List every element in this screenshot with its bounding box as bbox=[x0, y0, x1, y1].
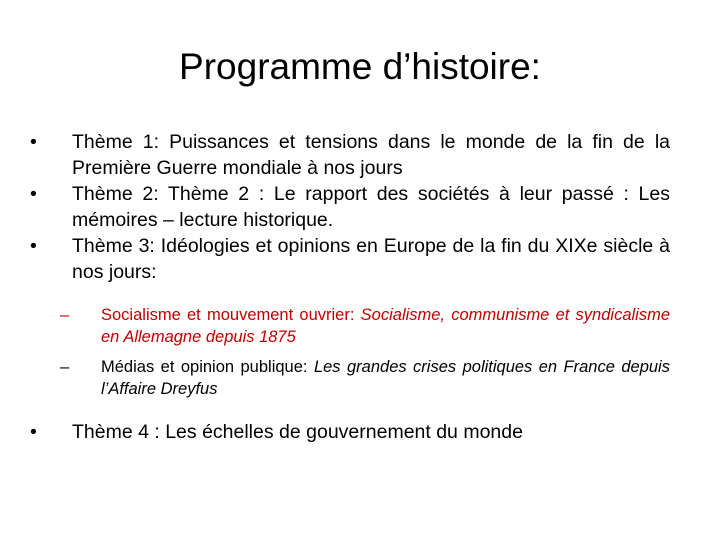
bullet-icon: • bbox=[30, 183, 37, 205]
dash-icon: – bbox=[60, 306, 70, 324]
subitem-lead: Socialisme et mouvement ouvrier: bbox=[101, 306, 355, 324]
bullet-text: Thème 4 : Les échelles de gouvernement du monde bbox=[72, 421, 523, 443]
bullet-text: Thème 2: Thème 2 : Le rapport des sociétés à leur passé : Les mémoires – lecture historique. bbox=[72, 183, 670, 231]
bullet-icon: • bbox=[30, 235, 37, 257]
subitem-medias bbox=[60, 356, 670, 400]
bullet-text: Thème 3: Idéologies et opinions en Europe de la fin du XIXe siècle à nos jours: bbox=[72, 235, 670, 283]
bullet-list bbox=[30, 129, 670, 445]
bullet-icon: • bbox=[30, 421, 37, 443]
subitem-lead: Médias et opinion publique: bbox=[101, 358, 308, 376]
bullet-item-theme-4 bbox=[30, 419, 670, 445]
subitem-topic: Socialisme, communisme et syndicalisme en Allemagne depuis 1875 bbox=[101, 306, 671, 346]
dash-icon: – bbox=[60, 358, 70, 376]
bullet-item-theme-2 bbox=[30, 181, 670, 233]
subitem-topic: Les grandes crises politiques en France depuis l’Affaire Dreyfus bbox=[101, 358, 670, 398]
bullet-text: Thème 1: Puissances et tensions dans le monde de la fin de la Première Guerre mondiale à nos jours bbox=[72, 131, 670, 179]
bullet-item-theme-3 bbox=[30, 233, 670, 285]
subitem-socialisme bbox=[60, 304, 670, 348]
bullet-icon: • bbox=[30, 131, 37, 153]
slide-title: Programme d’histoire: bbox=[179, 46, 541, 87]
bullet-item-theme-1 bbox=[30, 129, 670, 181]
